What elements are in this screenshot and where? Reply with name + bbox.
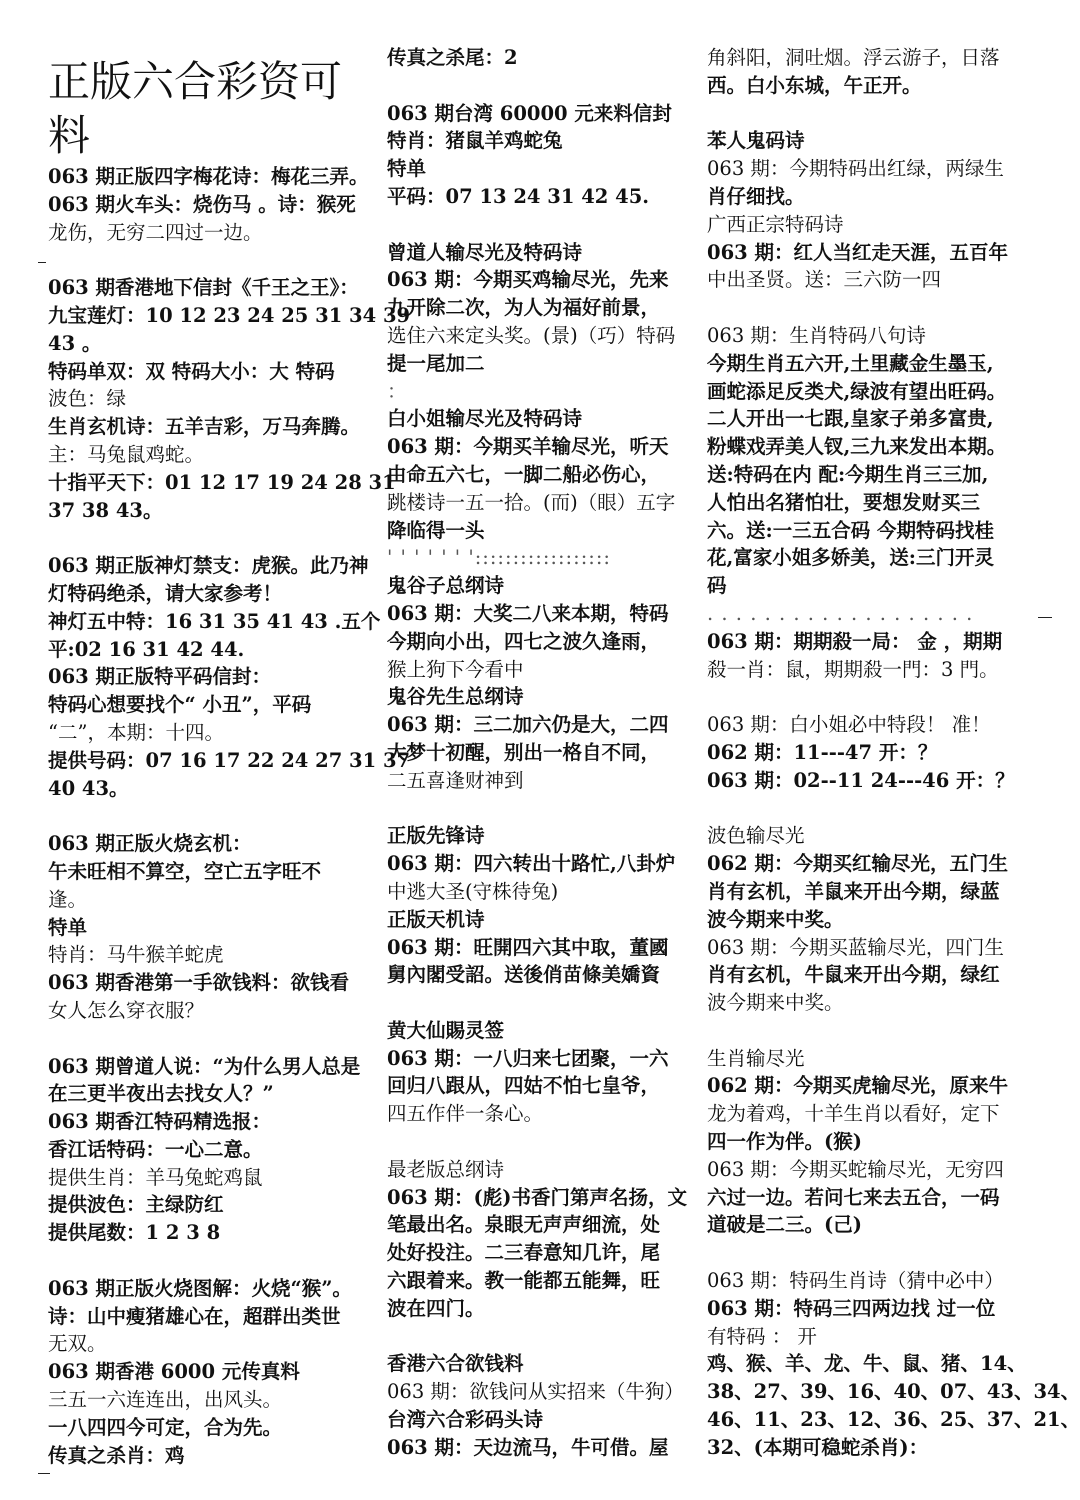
text-line: 码 <box>707 574 727 598</box>
text-line: 画蛇添足反类犬,绿波有望出旺码。 <box>707 379 1007 403</box>
spacer <box>387 211 692 239</box>
text-line: 38、27、39、16、40、07、43、34、 <box>707 1380 1080 1404</box>
text-line: “二”，本期：十四。 <box>48 720 224 744</box>
text-line: 传真之杀肖：鸡 <box>48 1443 185 1467</box>
text-line: 送:特码在内 配:今期生肖三三加, <box>707 462 989 486</box>
text-line: 肖仔细找。 <box>707 184 805 208</box>
text-line: 花,富家小姐多娇美，送:三门开灵 <box>707 546 994 570</box>
text-line: 平码：07 13 24 31 42 45. <box>387 184 650 208</box>
text-line: 正版天机诗 <box>387 907 485 931</box>
text-line: 063 期：大奖二八来本期，特码 <box>387 601 669 625</box>
text-line: 四五作伴一条心。 <box>387 1102 544 1126</box>
text-line: 一八四四今可定，合为先。 <box>48 1415 283 1439</box>
text-line: 063 期：天边流马，牛可借。屋 <box>387 1435 669 1459</box>
text-line: 神灯五中特：16 31 35 41 43 .五个 <box>48 609 381 633</box>
text-line: 063 期：白小姐必中特段！ 准！ <box>707 713 991 737</box>
text-line: 063 期：今期买蛇输尽光，无穷四 <box>707 1157 1004 1181</box>
spacer <box>48 1025 378 1053</box>
text-line: 特码心想要找个“ 小丑”，平码 <box>48 693 312 717</box>
text-line: 台湾六合彩码头诗 <box>387 1408 544 1432</box>
text-line: 三五一六连连出，出风头。 <box>48 1388 283 1412</box>
text-line: 062 期：今期买红输尽光，五门生 <box>707 852 1008 876</box>
text-line: 最老版总纲诗 <box>387 1157 505 1181</box>
text-line: 中逃大圣(守株待兔) <box>387 879 559 903</box>
text-line: 六跟着来。教一能都五能舞，旺 <box>387 1269 661 1293</box>
text-line: 西。白小东城，午正开。 <box>707 73 922 97</box>
text-line: 063 期：欲钱问从实招来（牛狗） <box>387 1380 684 1404</box>
text-line: 肖有玄机，羊鼠来开出今期，绿蓝 <box>707 879 1000 903</box>
text-line: 白小姐输尽光及特码诗 <box>387 407 583 431</box>
text-line: 香港六合欲钱料 <box>387 1352 524 1376</box>
text-line: 063 期：特码生肖诗（猜中必中） <box>707 1269 1004 1293</box>
spacer <box>387 72 692 100</box>
text-line: 063 期：旺開四六其中取，董國 <box>387 935 669 959</box>
text-line: 跳楼诗一五一拾。(而)（眼）五字 <box>387 490 676 514</box>
text-line: 正版先锋诗 <box>387 824 485 848</box>
text-line: 无双。 <box>48 1332 107 1356</box>
spacer <box>48 246 378 274</box>
text-line: 40 43。 <box>48 776 129 800</box>
text-line: 提一尾加二 <box>387 351 485 375</box>
text-line: 063 期香江特码精选报： <box>48 1110 271 1134</box>
text-line: 波今期来中奖。 <box>707 907 844 931</box>
text-line: 063 期：红人当红走天涯，五百年 <box>707 240 1008 264</box>
text-line: 主：马兔鼠鸡蛇。 <box>48 442 205 466</box>
column-middle <box>387 44 692 1462</box>
text-line: 063 期：生肖特码八句诗 <box>707 323 926 347</box>
text-line: 062 期：今期买虎输尽光，原来牛 <box>707 1074 1008 1098</box>
text-line: 鸡、猴、羊、龙、牛、鼠、猪、14、 <box>707 1352 1027 1376</box>
text-line: 处好投注。二三春意知几许，尾 <box>387 1241 661 1265</box>
text-line: 舅內閣受詔。送後俏苗條美嬌資 <box>387 963 661 987</box>
text-line: 鬼谷子总纲诗 <box>387 574 505 598</box>
scan-mark <box>38 1473 50 1474</box>
text-line: 46、11、23、12、36、25、37、21、 <box>707 1408 1080 1432</box>
text-line: 十指平天下：01 12 17 19 24 28 31 <box>48 470 396 494</box>
text-line: 女人怎么穿衣服？ <box>48 998 205 1022</box>
text-line: 波今期来中奖。 <box>707 991 844 1015</box>
text-line: 特单 <box>387 157 427 181</box>
text-line: 回归八跟从，四姑不怕七皇爷， <box>387 1074 661 1098</box>
text-line: 广西正宗特码诗 <box>707 212 844 236</box>
text-line: 063 期曾道人说：“为什么男人总是 <box>48 1054 361 1078</box>
text-line: 063 期：四六转出十路忙,八卦炉 <box>387 852 676 876</box>
text-line: 063 期火车头：烧伤马 。诗：猴死 <box>48 192 356 216</box>
text-line: 在三更半夜出去找女人？” <box>48 1082 274 1106</box>
text-line: 九开除二次，为人为福好前景， <box>387 296 661 320</box>
text-line: 提供波色：主绿防红 <box>48 1193 224 1217</box>
text-line: 特码单双：双 特码大小：大 特码 <box>48 359 335 383</box>
text-line: 提供尾数：1 2 3 8 <box>48 1221 221 1245</box>
text-line: 特单 <box>48 915 88 939</box>
text-line: 香江话特码：一心二意。 <box>48 1137 263 1161</box>
scan-mark <box>1038 617 1052 618</box>
text-line: 人怕出名猪怕壮，要想发财买三 <box>707 490 981 514</box>
text-line: 063 期：(彪)书香门第声名扬，文 <box>387 1185 687 1209</box>
text-line: 六。送:一三五合码 今期特码找桂 <box>707 518 994 542</box>
text-line: 由命五六七，一脚二船必伤心， <box>387 462 661 486</box>
text-line: 笔最出名。泉眼无声声细流，处 <box>387 1213 661 1237</box>
text-line: 今期向小出，四七之波久逢雨， <box>387 629 661 653</box>
text-line: 道破是二三。(己) <box>707 1213 862 1237</box>
text-line: 平:02 16 31 42 44. <box>48 637 245 661</box>
text-line: 逢。 <box>48 887 88 911</box>
text-line: 波色输尽光 <box>707 824 805 848</box>
text-line: 063 期香港地下信封《千王之王》： <box>48 276 359 300</box>
text-line: 二五喜逢财神到 <box>387 768 524 792</box>
text-line: 32、(本期可稳蛇杀肖)： <box>707 1435 929 1459</box>
spacer <box>707 1239 1032 1267</box>
spacer <box>707 100 1032 128</box>
column-left <box>48 55 411 1469</box>
dotted-divider: ' ' ' ' ' ' ':::::::::::::::::: <box>387 546 611 570</box>
text-line: 062 期：11---47 开：？ <box>707 740 938 764</box>
text-line: 063 期：今期买鸡输尽光，先来 <box>387 268 669 292</box>
text-line: 降临得一头 <box>387 518 485 542</box>
text-line: 选住六来定头奖。(景)（巧）特码 <box>387 323 676 347</box>
text-line: 063 期正版神灯禁支：虎猴。此乃神 <box>48 554 369 578</box>
text-line: 鬼谷先生总纲诗 <box>387 685 524 709</box>
text-line: 063 期正版四字梅花诗：梅花三弄。 <box>48 165 369 188</box>
text-line: 诗：山中瘦猪雄心在，超群出类世 <box>48 1304 341 1328</box>
text-line: 有特码 ： 开 <box>707 1324 817 1348</box>
text-line: 四一作为伴。(猴) <box>707 1130 862 1154</box>
text-line: 苯人鬼码诗 <box>707 129 805 153</box>
text-line: 063 期：今期买羊输尽光，听天 <box>387 435 669 459</box>
text-line: 063 期正版特平码信封： <box>48 665 271 689</box>
page-title: 料 <box>48 111 91 160</box>
spacer <box>387 795 692 823</box>
text-line: 大梦十初醒，别出一格自不同， <box>387 740 661 764</box>
text-line: 生肖输尽光 <box>707 1046 805 1070</box>
text-line: 063 期正版火烧图解：火烧“猴”。 <box>48 1276 352 1300</box>
spacer <box>48 802 378 830</box>
text-line: 殺一肖：鼠，期期殺一門：3 門。 <box>707 657 999 681</box>
text-line: 黄大仙賜灵签 <box>387 1018 505 1042</box>
text-line: 37 38 43。 <box>48 498 163 522</box>
text-line: 063 期香港 6000 元传真料 <box>48 1360 300 1384</box>
text-line: 龙为着鸡，十羊生肖以看好，定下 <box>707 1102 1000 1126</box>
column-right <box>707 44 1080 1462</box>
text-line: 传真之杀尾：2 <box>387 46 518 69</box>
text-line: 生肖玄机诗：五羊吉彩，万马奔腾。 <box>48 415 361 439</box>
text-line: 43 。 <box>48 331 102 355</box>
spacer <box>387 1128 692 1156</box>
text-line: 提供号码：07 16 17 22 24 27 31 37 <box>48 748 411 772</box>
dotted-divider: . . . . . . . . . . . . . . . . . . . <box>707 601 974 625</box>
text-line: 特肖：马牛猴羊蛇虎 <box>48 943 224 967</box>
text-line: 063 期：三二加六仍是大，二四 <box>387 713 669 737</box>
spacer <box>48 524 378 552</box>
text-line: 提供生肖：羊马兔蛇鸡鼠 <box>48 1165 263 1189</box>
text-line: 063 期正版火烧玄机： <box>48 832 252 856</box>
spacer <box>48 1247 378 1275</box>
page-title: 正版六合彩资可 <box>48 57 343 106</box>
text-line: 063 期：今期特码出红绿，两绿生 <box>707 157 1004 181</box>
text-line: 特肖：猪鼠羊鸡蛇兔 <box>387 129 563 153</box>
spacer <box>707 1017 1032 1045</box>
text-line: 龙伤，无穷二四过一边。 <box>48 220 263 244</box>
text-line: 063 期：期期殺一局： 金 ，期期 <box>707 629 1003 653</box>
text-line: 波在四门。 <box>387 1296 485 1320</box>
text-line: 波色：绿 <box>48 387 127 411</box>
text-line: 猴上狗下今看中 <box>387 657 524 681</box>
dotted-divider: ： <box>387 379 408 403</box>
text-line: 角斜阳，洞吐烟。浮云游子，日落 <box>707 46 1000 69</box>
text-line: 二人开出一七跟,皇家子弟多富贵, <box>707 407 994 431</box>
text-line: 曾道人输尽光及特码诗 <box>387 240 583 264</box>
text-line: 063 期：特码三四两边找 过一位 <box>707 1296 996 1320</box>
text-line: 063 期台湾 60000 元来料信封 <box>387 101 672 125</box>
text-line: 午未旺相不算空，空亡五字旺不 <box>48 859 322 883</box>
text-line: 今期生肖五六开,土里藏金生墨玉, <box>707 351 994 375</box>
text-line: 肖有玄机，牛鼠来开出今期，绿红 <box>707 963 1000 987</box>
spacer <box>387 989 692 1017</box>
spacer <box>707 294 1032 322</box>
text-line: 063 期：今期买蓝输尽光，四门生 <box>707 935 1004 959</box>
text-line: 中出圣贤。送：三六防一四 <box>707 268 942 292</box>
text-line: 063 期：02--11 24---46 开：？ <box>707 768 1015 792</box>
scan-mark <box>38 262 46 263</box>
text-line: 063 期：一八归来七团聚，一六 <box>387 1046 669 1070</box>
text-line: 粉蝶戏弄美人钗,三九来发出本期。 <box>707 435 1007 459</box>
text-line: 063 期香港第一手欲钱料：欲钱看 <box>48 971 349 995</box>
text-line: 六过一边。若问七来去五合，一码 <box>707 1185 1000 1209</box>
spacer <box>707 795 1032 823</box>
spacer <box>707 683 1032 711</box>
text-line: 九宝莲灯：10 12 23 24 25 31 34 39 <box>48 303 411 327</box>
text-line: 灯特码绝杀，请大家参考！ <box>48 581 283 605</box>
spacer <box>387 1323 692 1351</box>
